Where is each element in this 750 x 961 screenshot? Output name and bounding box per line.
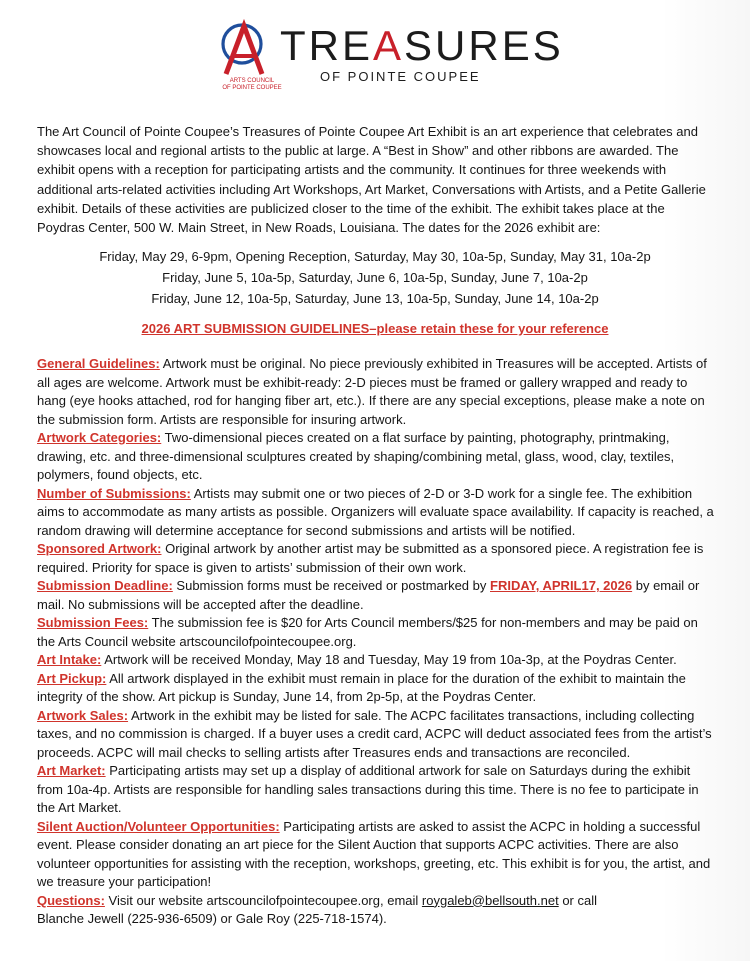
section-fees <box>37 614 717 651</box>
section-market <box>37 762 717 818</box>
section-general-text: Artwork must be original. No piece previously exhibited in Treasures will be accepted. Artists of all ages are welcome. Artwork must be exhibit-ready: 2-D pieces must be framed or gallery wrapped and ready to hang (eye hooks attached, rod for hanging fiber art, etc.). If there are any special exceptions, please make a note on the submission form. Artists are responsible for insuring artwork. <box>37 356 707 427</box>
section-questions-label: Questions: <box>37 892 105 908</box>
section-categories <box>37 429 717 485</box>
section-questions-contacts: Blanche Jewell (225-936-6509) or Gale Roy (225-718-1574). <box>37 911 387 926</box>
logo-word-a: A <box>373 22 405 69</box>
treasures-logo <box>216 18 564 98</box>
section-deadline <box>37 577 717 614</box>
logo-wordmark <box>280 22 564 70</box>
section-categories-label: Artwork Categories: <box>37 430 162 445</box>
section-intake <box>37 651 717 670</box>
section-questions-text-post: or call <box>558 892 597 908</box>
section-deadline-text-pre: Submission forms must be received or postmarked by <box>172 578 490 593</box>
section-sales-text: Artwork in the exhibit may be listed for sale. The ACPC facilitates transactions, including collecting taxes, and no commission is charged. If a buyer uses a credit card, ACPC will deduct associated fees from the artist’s proceeds. ACPC will mail checks to selling artists after Treasures ends and transactions are reconciled. <box>37 707 712 760</box>
section-pickup-label: Art Pickup: <box>37 670 107 686</box>
dates-weekend-3: Friday, June 12, 10a-5p, Saturday, June 13, 10a-5p, Sunday, June 14, 10a-2p <box>151 291 599 306</box>
section-pickup-text: All artwork displayed in the exhibit must remain in place for the duration of the exhibit to maintain the integrity of the show. Art pickup is Sunday, June 14, from 2p-5p, at the Poydras Center. <box>37 670 686 704</box>
section-submissions-label: Number of Submissions: <box>37 485 191 501</box>
guidelines-title: 2026 ART SUBMISSION GUIDELINES–please retain these for your reference <box>141 321 609 336</box>
contact-email-link[interactable]: roygaleb@bellsouth.net <box>421 892 559 908</box>
section-market-text: Participating artists may set up a display of additional artwork for sale on Saturdays during the exhibit from 10a-4p. Artists are responsible for handling sales transactions during this time. There is no fee to participate in the Art Market. <box>37 763 699 815</box>
section-questions-text-pre: Visit our website artscouncilofpointecoupee.org, email <box>104 892 422 908</box>
section-fees-text: The submission fee is $20 for Arts Council members/$25 for non-members and may be paid on the Arts Council website artscouncilofpointecoupee.org. <box>37 615 698 649</box>
section-sponsored-text: Original artwork by another artist may be submitted as a sponsored piece. A registration fee is required. Priority for space is given to artists’ submission of their own work. <box>37 541 704 575</box>
section-pickup <box>37 670 717 707</box>
section-sponsored-label: Sponsored Artwork: <box>37 541 162 556</box>
section-general-label: General Guidelines: <box>37 356 160 371</box>
exhibit-dates <box>0 246 750 309</box>
section-submissions-text: Artists may submit one or two pieces of 2-D or 3-D work for a single fee. The exhibition aims to accommodate as many artists as possible. Organizers will evaluate space availability. If capacity is reached, a random drawing will determine acceptance for second submissions and artists will be notified. <box>37 485 714 538</box>
section-auction <box>37 818 717 892</box>
section-market-label: Art Market: <box>37 763 106 778</box>
section-sponsored <box>37 540 717 577</box>
section-questions <box>37 892 717 929</box>
section-submissions <box>37 485 717 541</box>
section-intake-label: Art Intake: <box>37 652 102 667</box>
logo-subtitle: OF POINTE COUPEE <box>320 69 481 84</box>
intro-paragraph: The Art Council of Pointe Coupee’s Treasures of Pointe Coupee Art Exhibit is an art experience that celebrates and showcases local and regional artists to the public at large. A “Best in Show” and other ribbons are awarded. The exhibit opens with a reception for participating artists and the community. It continues for three weekends with additional arts-related activities including Art Workshops, Art Market, Conversations with Artists, and a Petite Gallerie exhibit. Details of these activities are publicized closer to the time of the exhibit. The exhibit takes place at the Poydras Center, 500 W. Main Street, in New Roads, Louisiana. The dates for the 2026 exhibit are: <box>37 124 706 236</box>
logo-word-pre: TRE <box>280 22 373 69</box>
section-deadline-text-post: by email or mail. No submissions will be accepted after the deadline. <box>37 578 700 612</box>
deadline-date: FRIDAY, APRIL17, 2026 <box>490 578 633 593</box>
logo-word-post: SURES <box>404 22 564 69</box>
section-sales <box>37 707 717 763</box>
dates-weekend-2: Friday, June 5, 10a-5p, Saturday, June 6, 10a-5p, Sunday, June 7, 10a-2p <box>162 270 588 285</box>
section-general <box>37 355 717 429</box>
section-deadline-label: Submission Deadline: <box>37 578 173 593</box>
logo-mark-line2: OF POINTE COUPEE <box>222 85 282 91</box>
logo-mark-line1: ARTS COUNCIL <box>229 78 275 84</box>
section-sales-label: Artwork Sales: <box>37 707 129 723</box>
guidelines-sections <box>37 355 717 929</box>
section-auction-label: Silent Auction/Volunteer Opportunities: <box>37 818 280 834</box>
section-categories-text: Two-dimensional pieces created on a flat surface by painting, photography, printmaking, drawing, etc. and three-dimensional sculptures created by shaping/combining metal, glass, wood, clay, textiles, polymers, found objects, etc. <box>37 430 675 482</box>
dates-weekend-1: Friday, May 29, 6-9pm, Opening Reception, Saturday, May 30, 10a-5p, Sunday, May 31, 10a-2p <box>99 249 651 264</box>
section-auction-text: Participating artists are asked to assist the ACPC in holding a successful event. Please consider donating an art piece for the Silent Auction that supports ACPC activities. There are also volunteer opportunities for assisting with the reception, workshops, greeting, etc. This exhibit is for you, the artist, and we treasure your participation! <box>37 818 711 889</box>
logo-mark-caption <box>222 78 282 92</box>
section-fees-label: Submission Fees: <box>37 615 149 630</box>
section-intake-text: Artwork will be received Monday, May 18 and Tuesday, May 19 from 10a-3p, at the Poydras Center. <box>101 652 677 667</box>
